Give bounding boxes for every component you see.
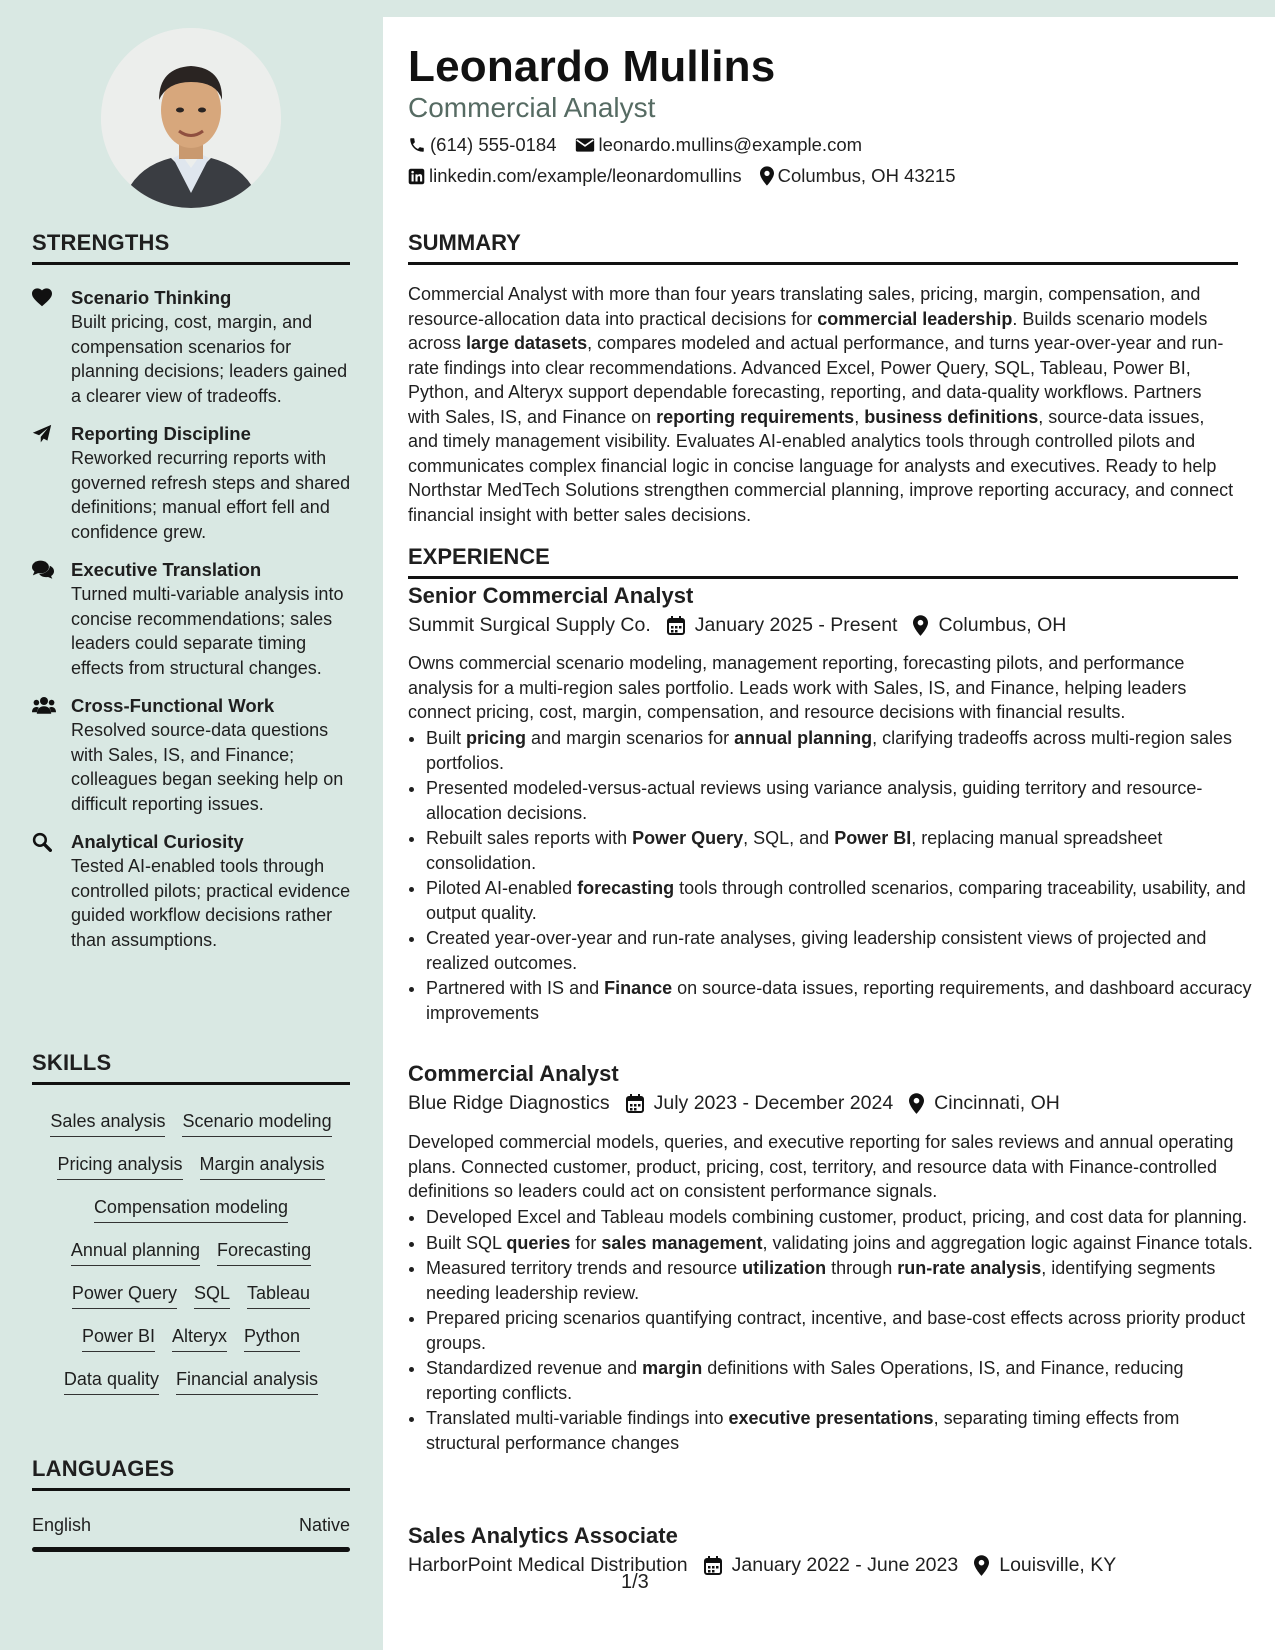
job-location: Cincinnati, OH [909,1092,1060,1115]
skill-tag: Alteryx [172,1324,227,1352]
strength-description: Resolved source-data questions with Sales, IS, and Finance; colleagues began seeking help on difficult reporting issues. [71,720,344,814]
job-bullet: • Translated multi-variable findings into executive presentations, separating timing effects from structural performance changes [426,1406,1256,1455]
job-dates: July 2023 - December 2024 [626,1092,894,1115]
job-dates: January 2025 - Present [667,614,898,637]
strength-title: Analytical Curiosity [71,831,244,852]
top-band [383,0,1275,17]
strength-item [32,286,352,408]
job-description: Owns commercial scenario modeling, management reporting, forecasting pilots, and performance analysis for a multi-region sales portfolio. Leads work with Sales, IS, and Finance, helping leaders connect pricing, cost, margin, compensation, and resource decisions with financial results. [408,653,1187,722]
contact-row-1 [408,134,880,156]
map-pin-icon [913,615,928,636]
map-pin-icon [760,166,774,186]
job-meta [408,1092,1076,1115]
candidate-role: Commercial Analyst [408,92,656,123]
strengths-list [32,286,352,966]
strength-title: Cross-Functional Work [71,695,275,716]
job-title: Sales Analytics Associate [408,1523,678,1548]
avatar [101,28,281,208]
linkedin[interactable]: linkedin.com/example/leonardomullins [408,165,742,187]
profile-photo [101,28,281,208]
skill-tag: Forecasting [217,1238,311,1266]
job-meta [408,1554,1132,1577]
languages-heading: LANGUAGES [32,1456,350,1491]
skill-tag: Compensation modeling [94,1195,288,1223]
users-icon [32,696,54,718]
paper-plane-icon [32,424,54,446]
skills-list [32,1109,350,1395]
language-name: English [32,1515,92,1535]
job-title: Senior Commercial Analyst [408,583,694,608]
strength-title: Executive Translation [71,559,262,580]
map-pin-icon [909,1093,924,1114]
job-dates: January 2022 - June 2023 [704,1554,959,1577]
job-bullet: • Built SQL queries for sales management, validating joins and aggregation logic against Finance totals. [426,1231,1256,1256]
skill-tag: Sales analysis [50,1109,165,1137]
heart-icon [32,288,54,310]
calendar-icon [626,1094,644,1113]
strength-description: Turned multi-variable analysis into concise recommendations; sales leaders could separate timing effects from structural changes. [71,584,344,678]
contact-row-2 [408,165,974,187]
skill-tag: Scenario modeling [182,1109,331,1137]
envelope-icon [575,137,595,153]
strength-description: Tested AI-enabled tools through controlled pilots; practical evidence guided workflow decisions rather than assumptions. [71,856,351,950]
map-pin-icon [974,1555,989,1576]
email[interactable]: leonardo.mullins@example.com [575,134,863,156]
job-bullet: • Created year-over-year and run-rate analyses, giving leadership consistent views of projected and realized outcomes. [426,926,1256,975]
candidate-name: Leonardo Mullins [408,42,776,91]
strength-item [32,830,352,952]
job-location: Columbus, OH [913,614,1066,637]
job-bullet: • Partnered with IS and Finance on source-data issues, reporting requirements, and dashboard accuracy improvements [426,976,1256,1025]
job-bullet: • Built pricing and margin scenarios for annual planning, clarifying tradeoffs across multi-region sales portfolios. [426,726,1256,775]
job-title: Commercial Analyst [408,1061,619,1086]
job-bullets [408,1205,1256,1456]
main-content [383,17,1275,1650]
skill-tag: Margin analysis [200,1152,325,1180]
skill-tag: Annual planning [71,1238,200,1266]
calendar-icon [704,1556,722,1575]
skill-tag: Power Query [72,1281,177,1309]
job-bullet: • Measured territory trends and resource utilization through run-rate analysis, identifying segments needing leadership review. [426,1256,1256,1305]
job-bullet: • Prepared pricing scenarios quantifying contract, incentive, and base-cost effects across priority product groups. [426,1306,1256,1355]
strength-title: Scenario Thinking [71,287,232,308]
job-meta [408,614,1082,637]
skill-tag: Pricing analysis [57,1152,182,1180]
job-company: Summit Surgical Supply Co. [408,614,651,636]
sidebar [0,0,383,1650]
job-company: Blue Ridge Diagnostics [408,1092,610,1114]
job-bullets [408,726,1256,1026]
job-description: Developed commercial models, queries, and executive reporting for sales reviews and annual operating plans. Connected customer, product, pricing, cost, territory, and resource data with Finance-controlled definitions so leaders could act on consistent performance signals. [408,1132,1234,1201]
experience-heading: EXPERIENCE [408,544,1238,579]
language-row [32,1515,350,1536]
location: Columbus, OH 43215 [760,165,956,187]
skill-tag: Data quality [64,1367,159,1395]
phone: (614) 555-0184 [408,134,557,156]
phone-icon [408,136,426,154]
language-proficiency-bar [32,1547,350,1552]
linkedin-icon [408,168,425,185]
calendar-icon [667,616,685,635]
job-bullet: • Developed Excel and Tableau models combining customer, product, pricing, and cost data for planning. [426,1205,1256,1230]
skill-tag: Python [244,1324,300,1352]
skill-tag: Tableau [247,1281,310,1309]
summary-text: Commercial Analyst with more than four years translating sales, pricing, margin, compensation, and resource-allocation data into practical decisions for commercial leadership. Builds scenario models across large datasets, compares modeled and actual performance, and turns year-over-year and run-rate findings into clear recommendations. Advanced Excel, Power Query, SQL, Tableau, Power BI, Python, and Alteryx support dependable forecasting, reporting, and data-quality workflows. Partners with Sales, IS, and Finance on reporting requirements, business definitions, source-data issues, and timely management visibility. Evaluates AI-enabled analytics tools through controlled pilots and communicates complex financial logic in concise language for analysts and executives. Ready to help Northstar MedTech Solutions strengthen commercial planning, improve reporting accuracy, and connect financial insight with better sales decisions. [408,284,1234,525]
summary-heading: SUMMARY [408,230,1238,265]
strengths-heading: STRENGTHS [32,230,350,265]
skill-tag: SQL [194,1281,230,1309]
job-bullet: • Piloted AI-enabled forecasting tools through controlled scenarios, comparing traceability, usability, and output quality. [426,876,1256,925]
skill-tag: Financial analysis [176,1367,318,1395]
skill-tag: Power BI [82,1324,155,1352]
job-bullet: • Standardized revenue and margin definitions with Sales Operations, IS, and Finance, reducing reporting conflicts. [426,1356,1256,1405]
search-icon [32,832,54,854]
job-bullet: • Rebuilt sales reports with Power Query, SQL, and Power BI, replacing manual spreadsheet consolidation. [426,826,1256,875]
strength-description: Built pricing, cost, margin, and compensation scenarios for planning decisions; leaders gained a clearer view of tradeoffs. [71,312,348,406]
strength-description: Reworked recurring reports with governed refresh steps and shared definitions; manual effort fell and confidence grew. [71,448,351,542]
job-company: HarborPoint Medical Distribution [408,1554,688,1576]
skills-heading: SKILLS [32,1050,350,1085]
strength-item [32,422,352,544]
job-location: Louisville, KY [974,1554,1116,1577]
strength-title: Reporting Discipline [71,423,251,444]
job-bullet: • Presented modeled-versus-actual reviews using variance analysis, guiding territory and resource-allocation decisions. [426,776,1256,825]
strength-item [32,558,352,680]
language-level: Native [298,1515,350,1535]
strength-item [32,694,352,816]
page-number: 1/3 [621,1571,649,1593]
comments-icon [32,560,54,582]
